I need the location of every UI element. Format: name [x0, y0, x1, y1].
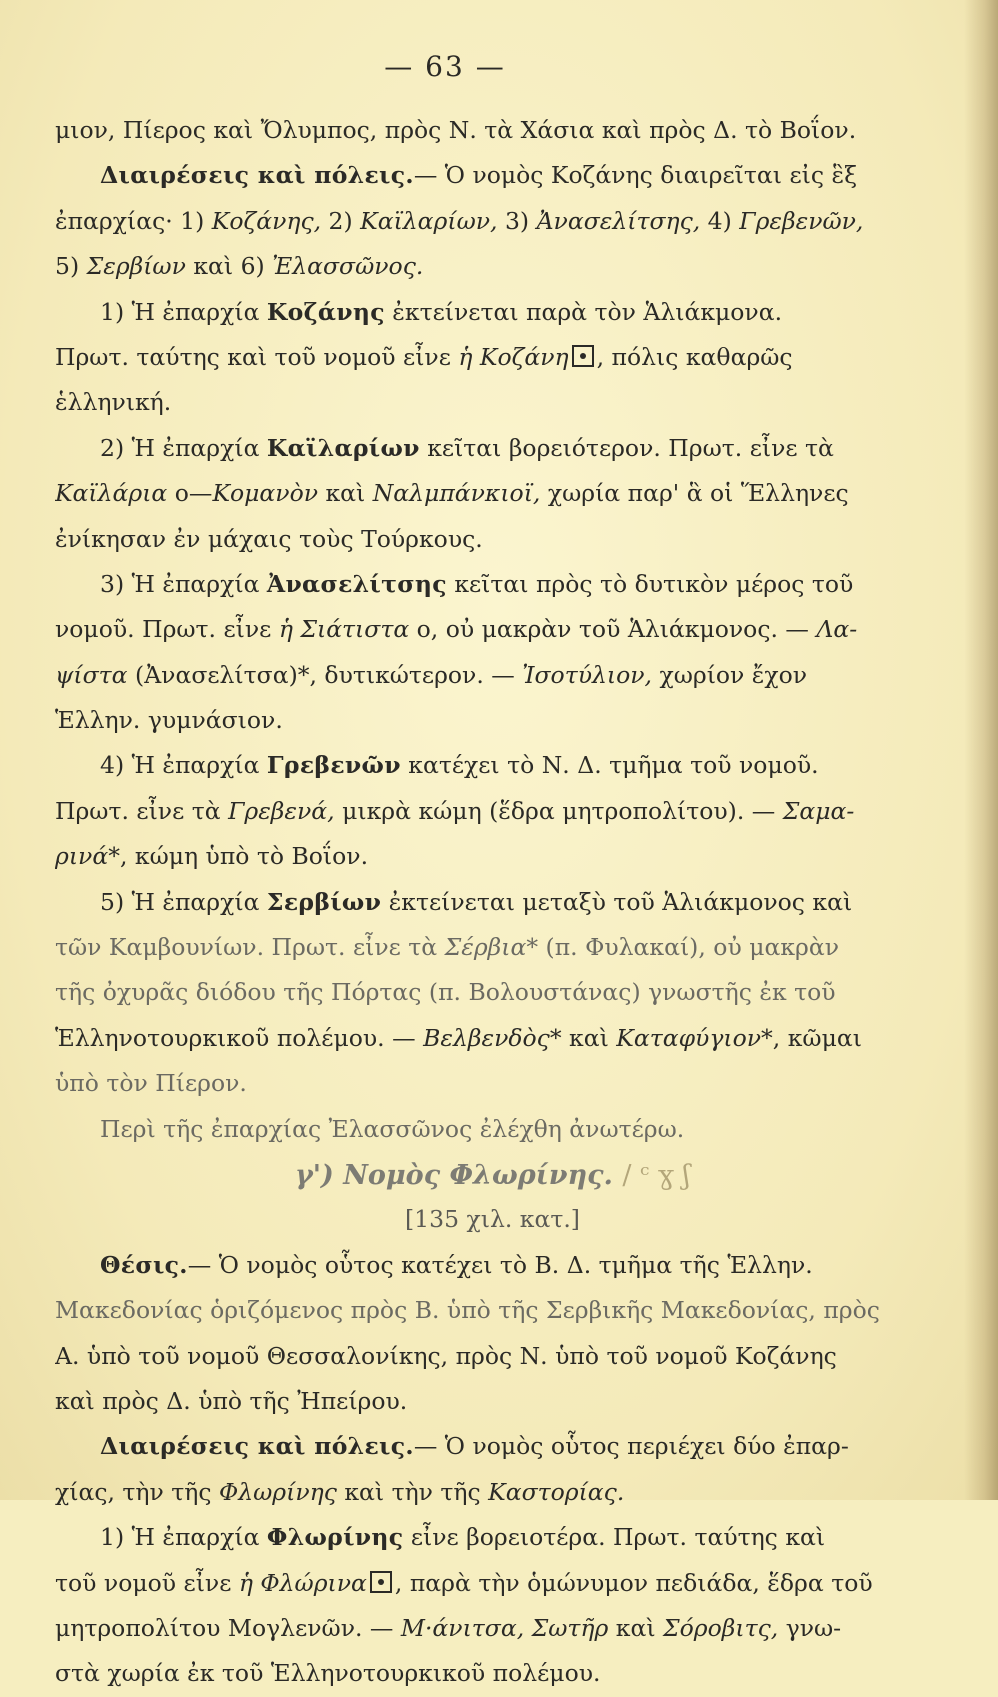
text-line: μιον, Πίερος καὶ Ὄλυμπος, πρὸς Ν. τὰ Χάσια καὶ πρὸς Δ. τὸ Βοΐον.	[55, 116, 857, 144]
text-line: Μακεδονίας ὁριζόμενος πρὸς Β. ὑπὸ τῆς Σερβικῆς Μακεδονίας, πρὸς	[55, 1296, 880, 1325]
province-name: Γρεβενῶν	[266, 751, 401, 780]
subheading-position: Θέσις.	[100, 1250, 188, 1279]
text-line: Πρωτ. ταύτης καὶ τοῦ νομοῦ εἶνε ἡ Κοζάνη , πόλις καθαρῶς	[55, 342, 793, 371]
text-line: Καϊλάρια ο—Κομανὸν καὶ Ναλμπάνκιοϊ, χωρία παρ' ἃ οἱ Ἕλληνες	[55, 479, 849, 508]
text-line: 5) Ἡ ἐπαρχία Σερβίων ἐκτείνεται μεταξὺ τοῦ Ἁλιάκμονος καὶ	[100, 887, 853, 916]
text-line: στὰ χωρία ἐκ τοῦ Ἑλληνοτουρκικοῦ πολέμου.	[55, 1659, 601, 1688]
text-line: 1) Ἡ ἐπαρχία Φλωρίνης εἶνε βορειοτέρα. Πρωτ. ταύτης καὶ	[100, 1523, 826, 1552]
subheading-divisions: Διαιρέσεις καὶ πόλεις.	[100, 161, 414, 190]
text-line: τοῦ νομοῦ εἶνε ἡ Φλώρινα , παρὰ τὴν ὁμώνυμον πεδιάδα, ἕδρα τοῦ	[55, 1568, 873, 1597]
text-line: 3) Ἡ ἐπαρχία Ἀνασελίτσης κεῖται πρὸς τὸ δυτικὸν μέρος τοῦ	[100, 569, 854, 598]
text-line: 2) Ἡ ἐπαρχία Καϊλαρίων κεῖται βορειότερον. Πρωτ. εἶνε τὰ	[100, 433, 834, 462]
province-name: Φλωρίνης	[266, 1523, 404, 1552]
text-line: Ἑλληνοτουρκικοῦ πολέμου. — Βελβενδὸς* καὶ Καταφύγιον*, κῶμαι	[55, 1023, 862, 1052]
text-line: Περὶ τῆς ἐπαρχίας Ἐλασσῶνος ἐλέχθη ἀνωτέρω.	[100, 1114, 685, 1143]
section-heading: γ') Νομὸς Φλωρίνης. / ᶜ ɣ ʃ	[294, 1159, 691, 1191]
text-line: ἐπαρχίας· 1) Κοζάνης, 2) Καϊλαρίων, 3) Ἀνασελίτσης, 4) Γρεβενῶν,	[55, 206, 864, 235]
text-line: ἑλληνική.	[55, 388, 172, 417]
text-line: Διαιρέσεις καὶ πόλεις.— Ὁ νομὸς Κοζάνης διαιρεῖται εἰς ἓξ	[100, 161, 858, 190]
text-line: Διαιρέσεις καὶ πόλεις.— Ὁ νομὸς οὗτος περιέχει δύο ἐπαρ-	[100, 1432, 849, 1461]
page-number: — 63 —	[384, 50, 506, 83]
text-line: Α. ὑπὸ τοῦ νομοῦ Θεσσαλονίκης, πρὸς Ν. ὑπὸ τοῦ νομοῦ Κοζάνης	[55, 1341, 837, 1370]
text-line: τῶν Καμβουνίων. Πρωτ. εἶνε τὰ Σέρβια* (π. Φυλακαί), οὐ μακρὰν	[55, 933, 839, 962]
text-line: ἐνίκησαν ἐν μάχαις τοὺς Τούρκους.	[55, 524, 483, 553]
province-name: Σερβίων	[266, 887, 382, 916]
text-line: χίας, τὴν τῆς Φλωρίνης καὶ τὴν τῆς Καστορίας.	[55, 1477, 625, 1506]
handwritten-mark: / ᶜ ɣ ʃ	[622, 1159, 691, 1191]
city-symbol-icon	[572, 345, 594, 367]
text-line: 1) Ἡ ἐπαρχία Κοζάνης ἐκτείνεται παρὰ τὸν Ἁλιάκμονα.	[100, 297, 783, 326]
text-line: ρινά*, κώμη ὑπὸ τὸ Βοΐον.	[55, 842, 369, 871]
province-name: Ἀνασελίτσης	[266, 569, 447, 598]
text-line: μητροπολίτου Μογλενῶν. — Μ·άνιτσα, Σωτῆρ καὶ Σόροβιτς, γνω-	[55, 1613, 842, 1642]
text-line: Πρωτ. εἶνε τὰ Γρεβενά, μικρὰ κώμη (ἕδρα μητροπολίτου). — Σαμα-	[55, 796, 855, 825]
text-line: ὑπὸ τὸν Πίερον.	[55, 1069, 247, 1098]
province-name: Καϊλαρίων	[266, 433, 420, 462]
text-line: 5) Σερβίων καὶ 6) Ἐλασσῶνος.	[55, 252, 424, 281]
page-text	[55, 108, 890, 1697]
text-line: Ἑλλην. γυμνάσιον.	[55, 706, 283, 735]
text-line: Θέσις.— Ὁ νομὸς οὗτος κατέχει τὸ Β. Δ. τμῆμα τῆς Ἑλλην.	[100, 1250, 813, 1279]
section-area: [135 χιλ. κατ.]	[405, 1205, 580, 1234]
city-symbol-icon	[370, 1571, 392, 1593]
text-line: καὶ πρὸς Δ. ὑπὸ τῆς Ἠπείρου.	[55, 1386, 408, 1415]
subheading-divisions: Διαιρέσεις καὶ πόλεις.	[100, 1432, 414, 1461]
text-line: νομοῦ. Πρωτ. εἶνε ἡ Σιάτιστα ο, οὐ μακρὰν τοῦ Ἁλιάκμονος. — Λα-	[55, 615, 858, 644]
text-line: ψίστα (Ἀνασελίτσα)*, δυτικώτερον. — Ἰσοτύλιον, χωρίον ἔχον	[55, 660, 808, 689]
province-name: Κοζάνης	[266, 297, 385, 326]
page-edge-shadow	[964, 0, 998, 1500]
text-line: τῆς ὀχυρᾶς διόδου τῆς Πόρτας (π. Βολουστάνας) γνωστῆς ἐκ τοῦ	[55, 978, 836, 1007]
text-line: 4) Ἡ ἐπαρχία Γρεβενῶν κατέχει τὸ Ν. Δ. τμῆμα τοῦ νομοῦ.	[100, 751, 819, 780]
